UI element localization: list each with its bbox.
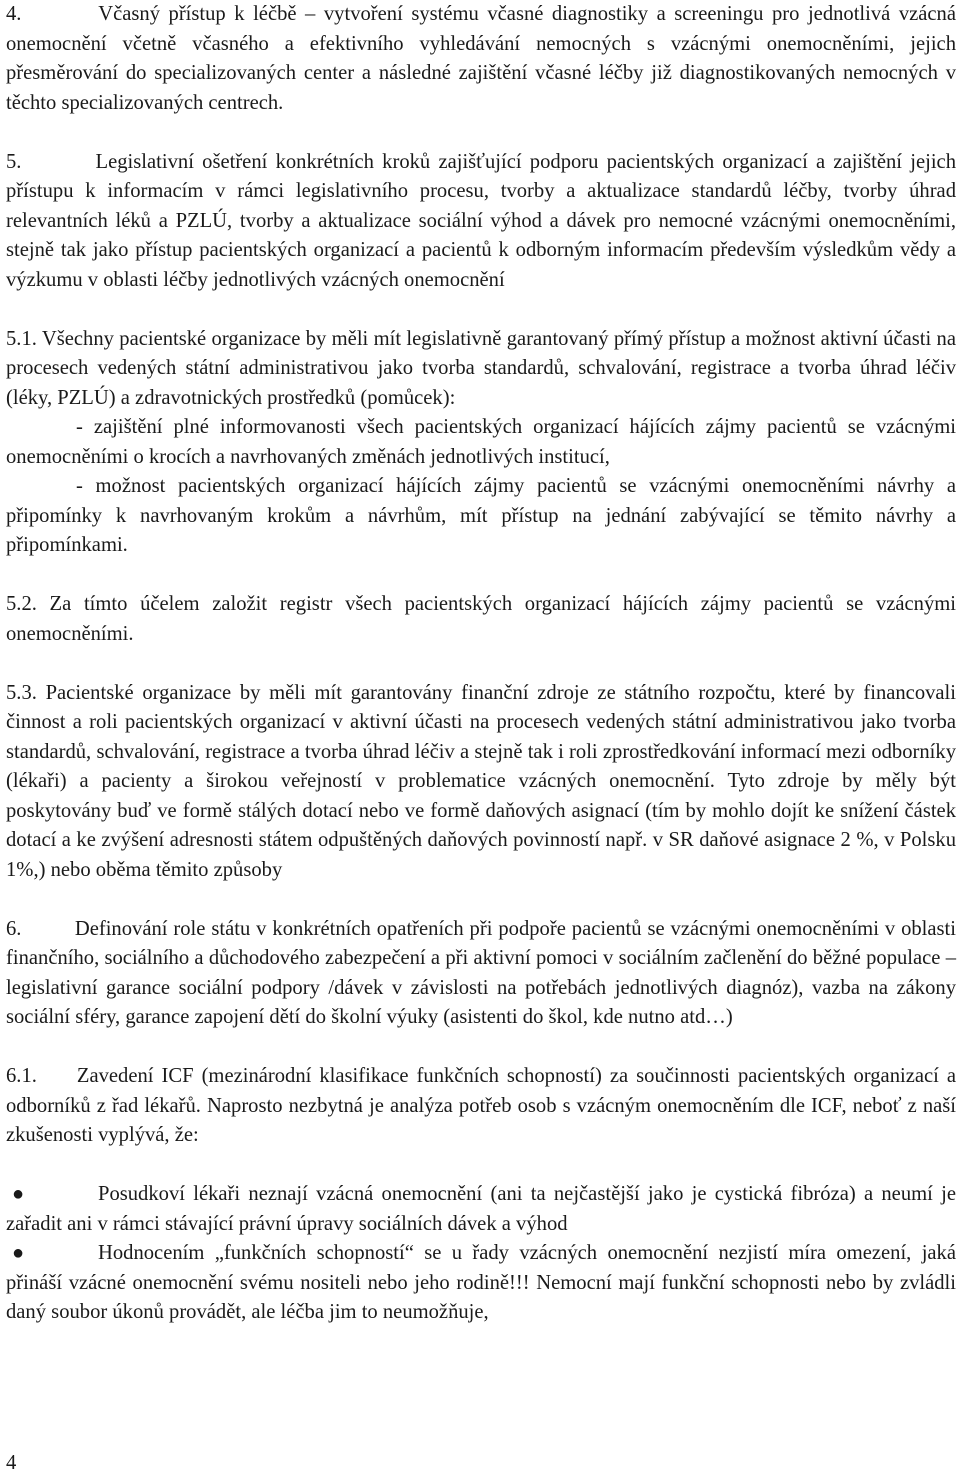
- bullet-list: [6, 1180, 956, 1328]
- paragraph-5-1-item-a: - zajištění plné informovanosti všech pacientských organizací hájících zájmy pacientů se vzácnými onemocněními o krocích a navrhovaných změnách jednotlivých institucí,: [6, 416, 956, 468]
- paragraph-6-1: 6.1. Zavedení ICF (mezinárodní klasifikace funkčních schopností) za součinnosti pacientských organizací a odborníků z řad lékařů. Naprosto nezbytná je analýza potřeb osob s vzácným onemocněním dle ICF, neboť z naší zkušenosti vyplývá, že:: [6, 1065, 956, 1146]
- paragraph-5-2: 5.2. Za tímto účelem založit registr všech pacientských organizací hájících zájmy pacientů se vzácnými onemocněními.: [6, 593, 956, 645]
- paragraph-5-3: 5.3. Pacientské organizace by měli mít garantovány finanční zdroje ze státního rozpočtu, které by financovali činnost a roli pacientských organizací v aktivní účasti na procesech vedených státní administrativou jako tvorba standardů, schvalování, registrace a tvorba úhrad léčiv a stejně tak i roli zprostředkování informací mezi odborníky (lékaři) a pacienty a širokou veřejností v problematice vzácných onemocnění. Tyto zdroje by měly být poskytovány buď ve formě stálých dotací nebo ve formě daňových asignací (tím by mohlo dojít ke snížení částek dotací a ke zvýšení adresnosti státem odpuštěných daňových povinností např. v SR daňové asignace 2 %, v Polsku 1%,) nebo oběma těmito způsoby: [6, 681, 956, 881]
- document-page: [6, 0, 956, 1328]
- paragraph-5: 5. Legislativní ošetření konkrétních kroků zajišťující podporu pacientských organizací a zajištění jejich přístupu k informacím v rámci legislativního procesu, tvorby a aktualizace standardů léčby, tvorby úhrad relevantních léků a PZLÚ, tvorby a aktualizace sociální výhod a dávek pro nemocné vzácnými onemocněními, stejně tak jako přístup pacientských organizací a pacientů k odborným informacím především výsledkům vědy a výzkumu v oblasti léčby jednotlivých vzácných onemocnění: [6, 150, 956, 291]
- page-number: 4: [6, 1452, 17, 1474]
- paragraph-6: 6. Definování role státu v konkrétních opatřeních při podpoře pacientů se vzácnými onemocněními v oblasti finančního, sociálního a důchodového zabezpečení a při aktivní pomoci v sociálním začlenění do běžné populace – legislativní garance sociální podpory /dávek v závislosti na potřebách jednotlivých diagnóz), vazba na zákony sociální sféry, garance zapojení dětí do školní výuky (asistenti do škol, kde nutno atd…): [6, 917, 956, 1028]
- list-item: ● Posudkoví lékaři neznají vzácná onemocnění (ani ta nejčastější jako je cystická fibróza) a neumí je zařadit ani v rámci stávající právní úpravy sociálních dávek a výhod: [6, 1180, 956, 1239]
- paragraph-5-1: 5.1. Všechny pacientské organizace by měli mít legislativně garantovaný přímý přístup a možnost aktivní účasti na procesech vedených státní administrativou jako tvorba standardů, schvalování, registrace a tvorba úhrad léčiv (léky, PZLÚ) a zdravotnických prostředků (pomůcek):: [6, 327, 956, 409]
- bullet-icon: ●: [12, 1183, 25, 1205]
- bullet-icon: ●: [12, 1242, 25, 1264]
- paragraph-4: 4. Včasný přístup k léčbě – vytvoření systému včasné diagnostiky a screeningu pro jednotlivá vzácná onemocnění včetně včasného a efektivního vyhledávání nemocných s vzácnými onemocněními, jejich přesměrování do specializovaných center a následné zajištění včasné léčby již diagnostikovaných nemocných v těchto specializovaných centrech.: [6, 3, 956, 114]
- paragraph-5-1-item-b: - možnost pacientských organizací hájících zájmy pacientů se vzácnými onemocněními návrhy a připomínky k navrhovaným krokům a návrhům, mít přístup na jednání zabývající se těmito návrhy a připomínkami.: [6, 475, 956, 556]
- list-item: ● Hodnocením „funkčních schopností“ se u řady vzácných onemocnění nezjistí míra omezení, jaká přináší vzácné onemocnění svému nositeli nebo jeho rodině!!! Nemocní mají funkční schopnosti nebo by zvládli daný soubor úkonů provádět, ale léčba jim to neumožňuje,: [6, 1239, 956, 1328]
